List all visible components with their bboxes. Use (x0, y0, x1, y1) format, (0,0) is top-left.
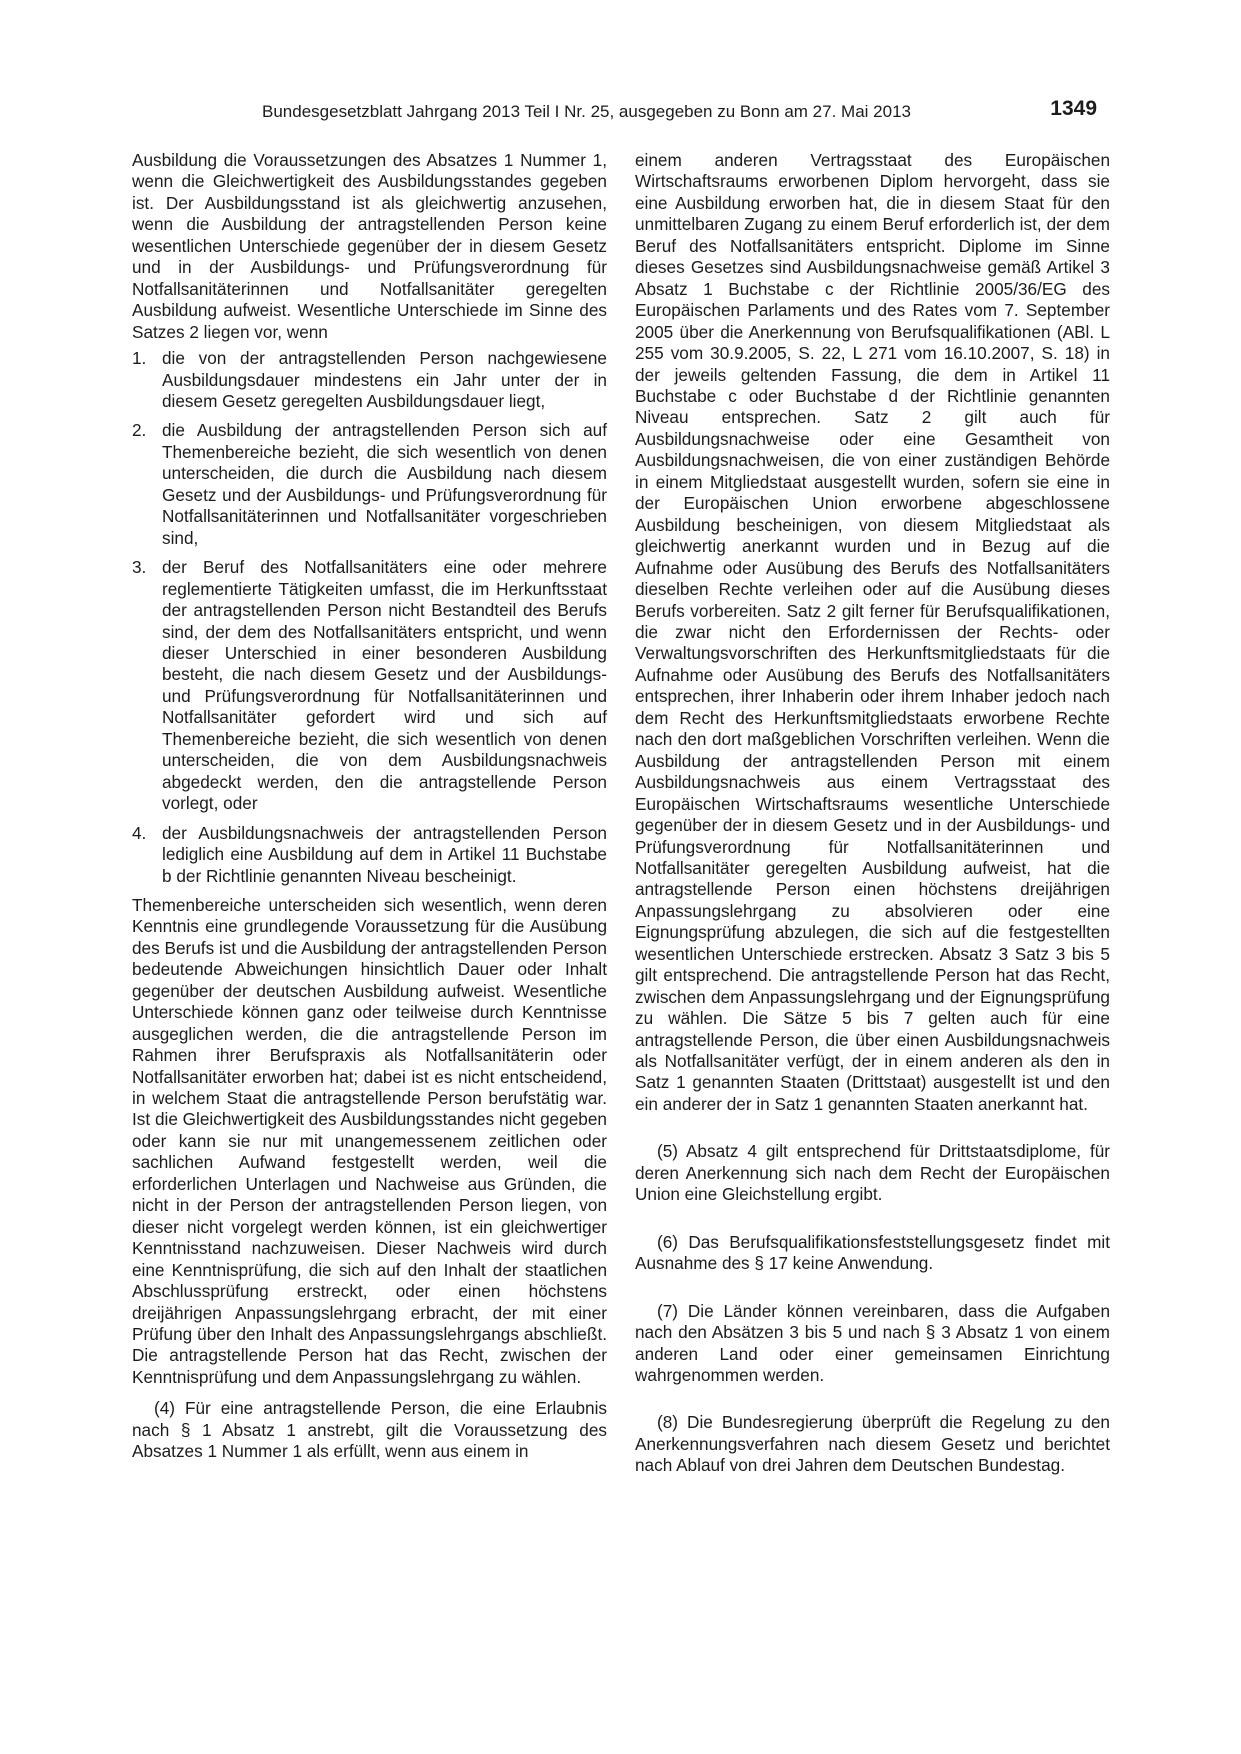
list-number: 1. (132, 348, 147, 369)
paragraph-6: (6) Das Berufsqualifikationsfeststellungsgesetz findet mit Ausnahme des § 17 keine Anwendung. (635, 1231, 1110, 1274)
list-number: 4. (132, 822, 147, 843)
right-column (635, 150, 1110, 1477)
page-number: 1349 (1050, 97, 1097, 120)
paragraph-7: (7) Die Länder können vereinbaren, dass die Aufgaben nach den Absätzen 3 bis 5 und nach § 3 Absatz 1 von einem anderen Land oder einer gemeinsamen Einrichtung wahrgenommen werden. (635, 1300, 1110, 1386)
paragraph-8: (8) Die Bundesregierung überprüft die Regelung zu den Anerkennungsverfahren nach diesem Gesetz und berichtet nach Ablauf von drei Jahren dem Deutschen Bundestag. (635, 1412, 1110, 1476)
list-text: der Ausbildungsnachweis der antragstellenden Person lediglich eine Ausbildung auf dem in Artikel 11 Buchstabe b der Richtlinie genannten Niveau bescheinigt. (162, 822, 607, 886)
paragraph-4-start: (4) Für eine antragstellende Person, die eine Erlaubnis nach § 1 Absatz 1 anstrebt, gilt die Voraussetzung des Absatzes 1 Nummer 1 als erfüllt, wenn aus einem in (132, 1398, 607, 1462)
body-paragraph: Themenbereiche unterscheiden sich wesentlich, wenn deren Kenntnis eine grundlegende Voraussetzung für die Ausübung des Berufs ist und die Ausbildung der antragstellenden Person bedeutende Abweichungen hinsichtlich Dauer oder Inhalt gegenüber der deutschen Ausbildung aufweist. Wesentliche Unterschiede können ganz oder teilweise durch Kenntnisse ausgeglichen werden, die die antragstellende Person im Rahmen ihrer Berufspraxis als Notfallsanitäterin oder Notfallsanitäter erworben hat; dabei ist es nicht entscheidend, in welchem Staat die antragstellende Person berufstätig war. Ist die Gleichwertigkeit des Ausbildungsstandes nicht gegeben oder kann sie nur mit unangemessenem zeitlichen oder sachlichen Aufwand festgestellt werden, weil die erforderlichen Unterlagen und Nachweise aus Gründen, die nicht in der Person der antragstellenden Person liegen, von dieser nicht vorgelegt werden können, ist ein gleichwertiger Kenntnisstand nachzuweisen. Dieser Nachweis wird durch eine Kenntnisprüfung, die sich auf den Inhalt der staatlichen Abschlussprüfung erstreckt, oder einen höchstens dreijährigen Anpassungslehrgang erbracht, der mit einer Prüfung über den Inhalt des Anpassungslehrgangs abschließt. Die antragstellende Person hat das Recht, zwischen der Kenntnisprüfung und dem Anpassungslehrgang zu wählen. (132, 894, 607, 1387)
paragraph-5: (5) Absatz 4 gilt entsprechend für Drittstaatsdiplome, für deren Anerkennung sich nach dem Recht der Europäischen Union eine Gleichstellung ergibt. (635, 1141, 1110, 1205)
list-item (132, 823, 607, 887)
gazette-title: Bundesgesetzblatt Jahrgang 2013 Teil I Nr. 25, ausgegeben zu Bonn am 27. Mai 2013 (262, 102, 911, 121)
list-item (132, 420, 607, 549)
list-text: der Beruf des Notfallsanitäters eine oder mehrere reglementierte Tätigkeiten umfasst, die im Herkunftsstaat der antragstellenden Person nicht Bestandteil des Berufs sind, der dem des Notfallsanitäters entspricht, und wenn dieser Unterschied in einer besonderen Ausbildung besteht, die nach diesem Gesetz und der Ausbildungs- und Prüfungsverordnung für Notfallsanitäterinnen und Notfallsanitäter gefordert wird und sich auf Themenbereiche bezieht, die sich wesentlich von denen unterscheiden, die von dem Ausbildungsnachweis abgedeckt werden, den die antragstellende Person vorlegt, oder (162, 557, 607, 814)
list-text: die Ausbildung der antragstellenden Person sich auf Themenbereiche bezieht, die sich wesentlich von denen unterscheiden, die durch die Ausbildung nach diesem Gesetz und der Ausbildungs- und Prüfungsverordnung für Notfallsanitäterinnen und Notfallsanitäter vorgeschrieben sind, (162, 420, 607, 548)
list-item (132, 557, 607, 814)
list-text: die von der antragstellenden Person nachgewiesene Ausbildungsdauer mindestens ein Jahr unter der in diesem Gesetz geregelten Ausbildungsdauer liegt, (162, 348, 607, 411)
intro-paragraph: Ausbildung die Voraussetzungen des Absatzes 1 Nummer 1, wenn die Gleichwertigkeit des Ausbildungsstandes gegeben ist. Der Ausbildungsstand ist als gleichwertig anzusehen, wenn die Ausbildung der antragstellenden Person keine wesentlichen Unterschiede gegenüber der in diesem Gesetz und in der Ausbildungs- und Prüfungsverordnung für Notfallsanitäterinnen und Notfallsanitäter geregelten Ausbildung aufweist. Wesentliche Unterschiede im Sinne des Satzes 2 liegen vor, wenn (132, 150, 607, 342)
list-number: 3. (132, 557, 147, 578)
left-column (132, 150, 607, 1463)
list-item (132, 348, 607, 412)
criteria-list (132, 348, 607, 887)
list-number: 2. (132, 420, 147, 441)
paragraph-4-continued: einem anderen Vertragsstaat des Europäischen Wirtschaftsraums erworbenen Diplom hervorgeht, dass sie eine Ausbildung erworben hat, die in diesem Staat für den unmittelbaren Zugang zu einem Beruf erforderlich ist, der dem Beruf des Notfallsanitäters entspricht. Diplome im Sinne dieses Gesetzes sind Ausbildungsnachweise gemäß Artikel 3 Absatz 1 Buchstabe c der Richtlinie 2005/36/EG des Europäischen Parlaments und des Rates vom 7. September 2005 über die Anerkennung von Berufsqualifikationen (ABl. L 255 vom 30.9.2005, S. 22, L 271 vom 16.10.2007, S. 18) in der jeweils geltenden Fassung, die dem in Artikel 11 Buchstabe c oder Buchstabe d der Richtlinie genannten Niveau entsprechen. Satz 2 gilt auch für Ausbildungsnachweise oder eine Gesamtheit von Ausbildungsnachweisen, die von einer zuständigen Behörde in einem Mitgliedstaat ausgestellt wurden, sofern sie eine in der Europäischen Union erworbene abgeschlossene Ausbildung bescheinigen, von diesem Mitgliedstaat als gleichwertig anerkannt wurden und in Bezug auf die Aufnahme oder Ausübung des Berufs des Notfallsanitäters dieselben Rechte verleihen oder auf die Ausübung dieses Berufs vorbereiten. Satz 2 gilt ferner für Berufsqualifikationen, die zwar nicht den Erfordernissen der Rechts- oder Verwaltungsvorschriften des Herkunftsmitgliedstaats für die Aufnahme oder Ausübung des Berufs des Notfallsanitäters entsprechen, ihrer Inhaberin oder ihrem Inhaber jedoch nach dem Recht des Herkunftsmitgliedstaats erworbene Rechte nach den dort maßgeblichen Vorschriften verleihen. Wenn die Ausbildung der antragstellenden Person mit einem Ausbildungsnachweis aus einem Vertragsstaat des Europäischen Wirtschaftsraums wesentliche Unterschiede gegenüber der in diesem Gesetz und in der Ausbildungs- und Prüfungsverordnung für Notfallsanitäterinnen und Notfallsanitäter geregelten Ausbildung aufweist, hat die antragstellende Person einen höchstens dreijährigen Anpassungslehrgang zu absolvieren oder eine Eignungsprüfung abzulegen, die sich auf die festgestellten wesentlichen Unterschiede erstrecken. Absatz 3 Satz 3 bis 5 gilt entsprechend. Die antragstellende Person hat das Recht, zwischen dem Anpassungslehrgang und der Eignungsprüfung zu wählen. Die Sätze 5 bis 7 gelten auch für eine antragstellende Person, die über einen Ausbildungsnachweis als Notfallsanitäter verfügt, der in einem anderen als den in Satz 1 genannten Staaten (Drittstaat) ausgestellt ist und den ein anderer der in Satz 1 genannten Staaten anerkannt hat. (635, 150, 1110, 1114)
